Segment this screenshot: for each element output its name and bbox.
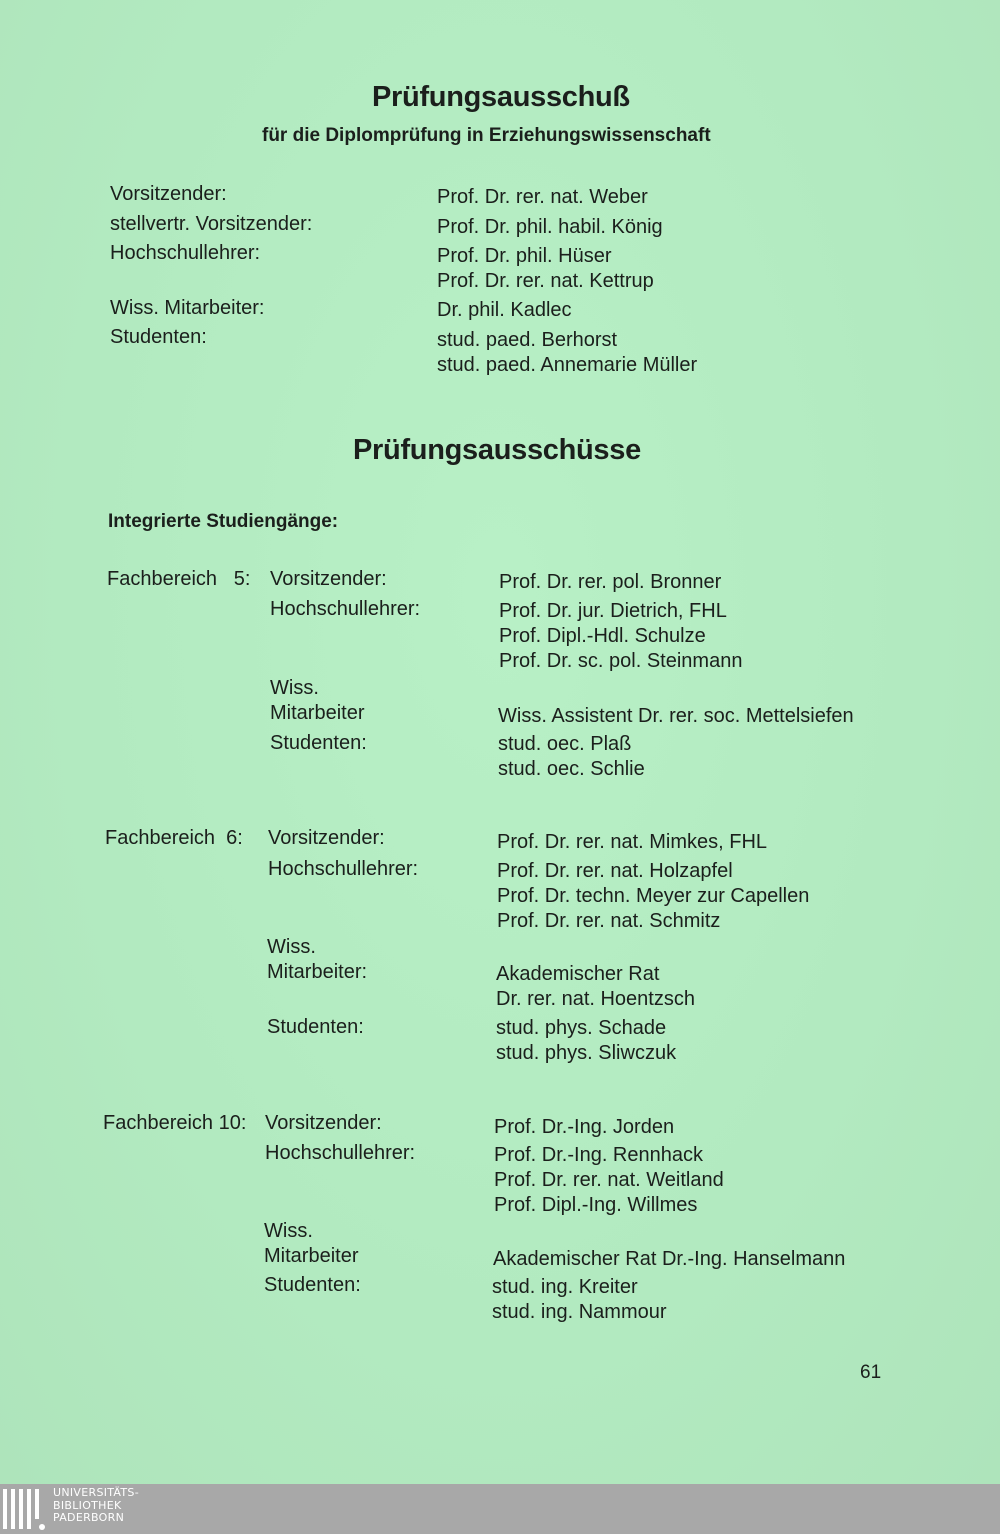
deputy-label: stellvertr. Vorsitzender: bbox=[110, 213, 313, 235]
students-label: Studenten: bbox=[270, 732, 367, 754]
students-list bbox=[498, 732, 645, 782]
professors-list bbox=[497, 859, 809, 934]
staff-label-line: Mitarbeiter: bbox=[267, 961, 368, 983]
list-item: Prof. Dr.-Ing. Rennhack bbox=[494, 1144, 703, 1166]
staff-name: Akademischer Rat Dr.-Ing. Hanselmann bbox=[493, 1248, 846, 1270]
list-item: Dr. rer. nat. Hoentzsch bbox=[496, 988, 695, 1010]
list-item: Prof. Dr. rer. nat. Weitland bbox=[494, 1169, 724, 1191]
section-title: Prüfungsausschüsse bbox=[353, 434, 641, 466]
staff-label bbox=[264, 1219, 358, 1269]
list-item: Prof. Dipl.-Ing. Willmes bbox=[494, 1194, 698, 1216]
chair-label: Vorsitzender: bbox=[268, 827, 385, 849]
list-item: Prof. Dr. rer. nat. Holzapfel bbox=[497, 860, 733, 882]
library-footer bbox=[0, 1484, 1000, 1534]
staff-label-line: Mitarbeiter bbox=[270, 702, 365, 724]
list-item: stud. ing. Kreiter bbox=[492, 1276, 638, 1298]
students-list bbox=[492, 1275, 667, 1325]
department-name: Fachbereich 10: bbox=[103, 1112, 247, 1134]
list-item: stud. phys. Sliwczuk bbox=[496, 1042, 677, 1064]
list-item: Prof. Dr. sc. pol. Steinmann bbox=[499, 650, 743, 672]
chair-label: Vorsitzender: bbox=[110, 183, 227, 205]
logo-line: BIBLIOTHEK bbox=[53, 1498, 122, 1512]
chair-name: Prof. Dr. rer. pol. Bronner bbox=[499, 571, 722, 593]
staff-label-line: Wiss. bbox=[264, 1220, 313, 1242]
library-logo-text bbox=[53, 1487, 139, 1525]
chair-label: Vorsitzender: bbox=[265, 1112, 382, 1134]
list-item: Prof. Dr. phil. Hüser bbox=[437, 245, 612, 267]
list-item: stud. oec. Plaß bbox=[498, 733, 632, 755]
list-item: Prof. Dr. rer. nat. Kettrup bbox=[437, 270, 654, 292]
page-number: 61 bbox=[860, 1362, 882, 1383]
students-list bbox=[437, 328, 697, 378]
list-item: stud. ing. Nammour bbox=[492, 1301, 667, 1323]
staff-name: Wiss. Assistent Dr. rer. soc. Mettelsiefen bbox=[498, 705, 854, 727]
chair-name: Prof. Dr.-Ing. Jorden bbox=[494, 1116, 675, 1138]
staff-label: Wiss. Mitarbeiter: bbox=[110, 297, 265, 319]
list-item: Prof. Dipl.-Hdl. Schulze bbox=[499, 625, 706, 647]
list-item: stud. paed. Berhorst bbox=[437, 329, 618, 351]
page-subtitle: für die Diplomprüfung in Erziehungswissenschaft bbox=[262, 125, 711, 146]
list-item: stud. oec. Schlie bbox=[498, 758, 645, 780]
staff-label-line: Wiss. bbox=[270, 677, 319, 699]
page-title: Prüfungsausschuß bbox=[372, 81, 630, 113]
department-name: Fachbereich 6: bbox=[105, 827, 243, 849]
chair-label: Vorsitzender: bbox=[270, 568, 387, 590]
professors-label: Hochschullehrer: bbox=[268, 858, 419, 880]
students-list bbox=[496, 1016, 676, 1066]
staff-label-line: Wiss. bbox=[267, 936, 316, 958]
section-heading: Integrierte Studiengänge: bbox=[108, 511, 339, 532]
list-item: Prof. Dr. jur. Dietrich, FHL bbox=[499, 600, 727, 622]
professors-list bbox=[437, 244, 654, 294]
deputy-name: Prof. Dr. phil. habil. König bbox=[437, 216, 663, 238]
list-item: stud. paed. Annemarie Müller bbox=[437, 354, 698, 376]
students-label: Studenten: bbox=[264, 1274, 361, 1296]
chair-name: Prof. Dr. rer. nat. Mimkes, FHL bbox=[497, 831, 768, 853]
professors-label: Hochschullehrer: bbox=[110, 242, 261, 264]
students-label: Studenten: bbox=[267, 1016, 364, 1038]
staff-label bbox=[267, 935, 367, 985]
staff-name: Dr. phil. Kadlec bbox=[437, 299, 572, 321]
list-item: Prof. Dr. rer. nat. Schmitz bbox=[497, 910, 721, 932]
list-item: Akademischer Rat bbox=[496, 963, 660, 985]
department-name: Fachbereich 5: bbox=[107, 568, 251, 590]
library-bars-logo-icon bbox=[2, 1487, 48, 1531]
professors-list bbox=[499, 599, 742, 674]
staff-label-line: Mitarbeiter bbox=[264, 1245, 359, 1267]
logo-line: PADERBORN bbox=[53, 1511, 125, 1524]
list-item: Prof. Dr. techn. Meyer zur Capellen bbox=[497, 885, 810, 907]
students-label: Studenten: bbox=[110, 326, 207, 348]
professors-label: Hochschullehrer: bbox=[270, 598, 421, 620]
professors-label: Hochschullehrer: bbox=[265, 1142, 416, 1164]
staff-list bbox=[496, 962, 695, 1012]
logo-line: UNIVERSITÄTS- bbox=[53, 1486, 139, 1499]
chair-name: Prof. Dr. rer. nat. Weber bbox=[437, 186, 648, 208]
professors-list bbox=[494, 1143, 724, 1218]
staff-label bbox=[270, 676, 364, 726]
list-item: stud. phys. Schade bbox=[496, 1017, 667, 1039]
